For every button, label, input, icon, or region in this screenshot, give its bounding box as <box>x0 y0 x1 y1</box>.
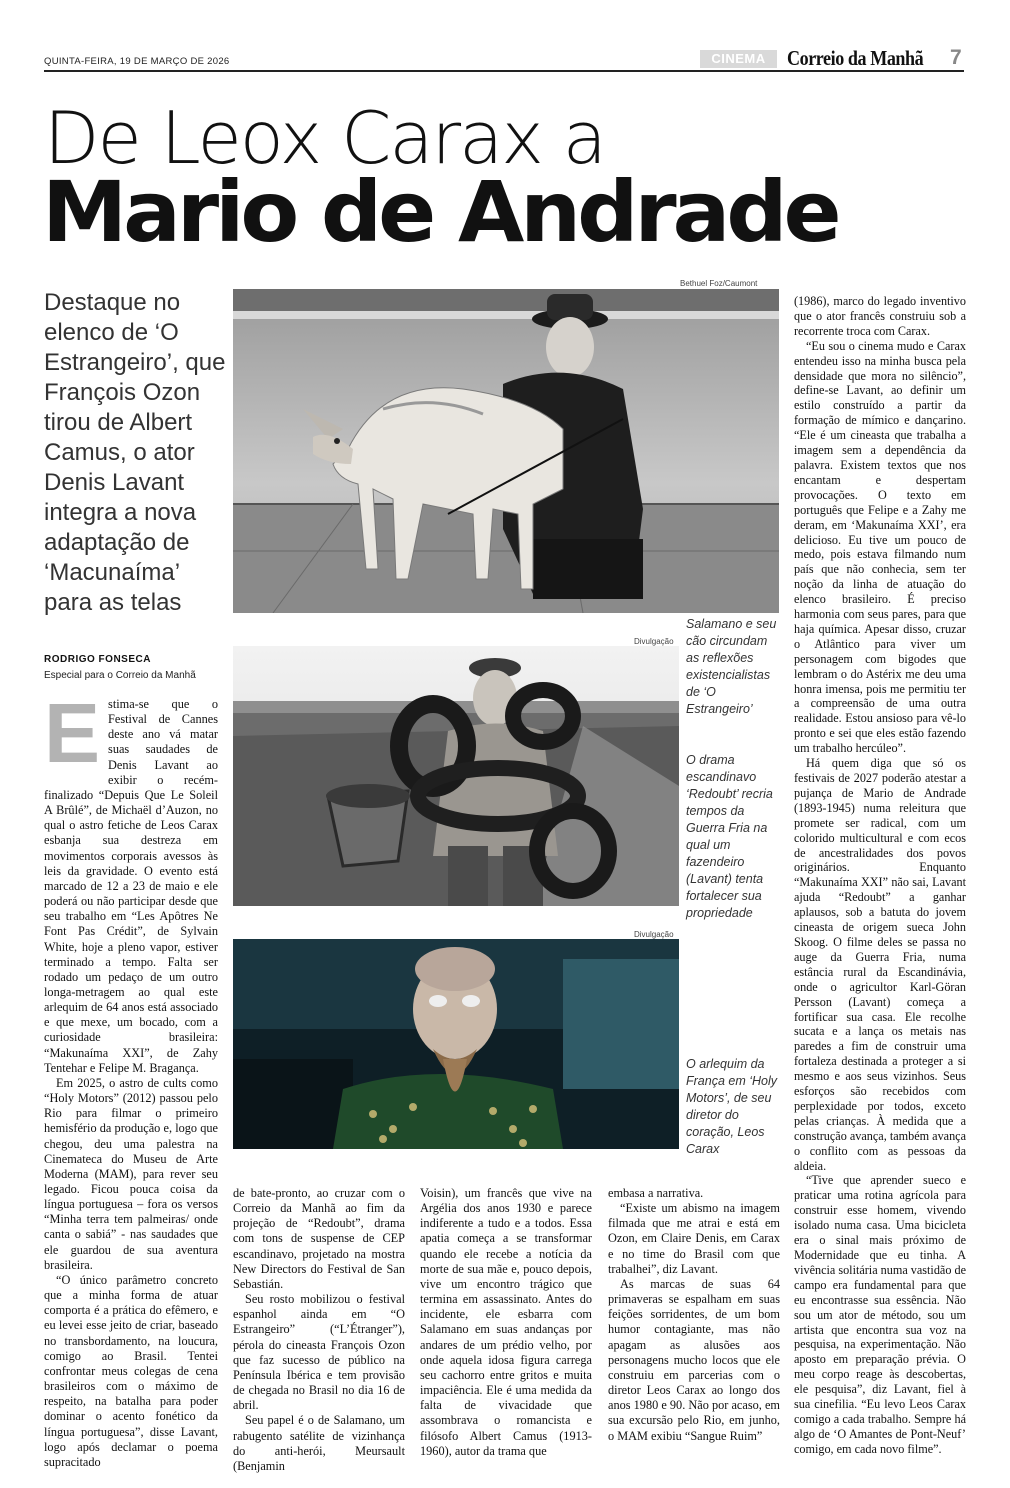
photo-man-with-dog <box>233 289 779 613</box>
col1-paragraph-3: “O único parâmetro concreto que a minha forma de atuar comporta é a prática do efêmero, e eu levei esse jeito de criar, baseado no transbordamento, na loucura, comigo ao Brasil. Tentei confrontar meus colegas de cena brasileiros com o máximo de respeito, na batalha para poder dominar o acento fonético da língua portuguesa”, disse Lavant, logo após declamar o poema supracitado <box>44 1272 218 1469</box>
col4-paragraph-1: embasa a narrativa. <box>608 1186 704 1200</box>
byline-author: RODRIGO FONSECA <box>44 654 151 665</box>
caption-photo-3: O arlequim da França em ‘Holy Motors’, de seu diretor do coração, Leos Carax <box>686 1057 777 1156</box>
col5-paragraph-2: “Eu sou o cinema mudo e Carax entendeu isso na minha busca pela densidade que mora no silêncio”, define-se Lavant, ao definir um estilo construído a partir da formação de mímico e dançarino. “Ele é um cineasta que trabalha a imagem sem a dependência da palavra. Existem textos que nos encantam e despertam provocações. O texto em português que Felipe e a Zahy me deram, em ‘Makunaíma XXI’, era delicioso. Eu tive um pouco de medo, pois estava filmando num país que não conhecia, sem ter noção da linha de atuação do elenco brasileiro. É preciso harmonia com seus pares, para que haja química. Apesar disso, cruzar o Atlântico para viver um personagem com bigodes que lembram o do Astérix me deu uma honra imensa, pois me permitiu ter a compreensão de uma outra realidade. Estou ansioso para vê-lo pronto e sei que eles estão fazendo um trabalho hercúleo”. <box>794 338 966 756</box>
photo-holy-motors <box>233 939 679 1149</box>
photo-credit-1: Bethuel Foz/Caumont <box>680 279 758 288</box>
headline-line1: De Leox Carax a <box>44 96 605 180</box>
dropcap-letter: E <box>44 686 101 780</box>
col1-paragraph-2: Em 2025, o astro de cults como “Holy Motors” (2012) passou pelo Rio para filmar o primeiro hemisfério da produção e, logo que chegou, deu uma palestra na Cinemateca do Museu de Arte Moderna (MAM), para rever seu legado. Ficou pouca coisa da língua portuguesa – fora os versos “Minha terra tem palmeiras/ onde canta o sabiá” - nas saudades que ele guardou de sua aventura brasileira. <box>44 1075 218 1272</box>
page-number: 7 <box>950 46 962 69</box>
col4-paragraph-3: As marcas de suas 64 primaveras se espalham em suas feições sorridentes, de um bom humor contagiante, mas não apagam as alusões aos personagens mucho locos que ele construiu em parcerias com o diretor Leos Carax ao longo dos anos 1980 e 90. Não por acaso, em sua excursão pelo Rio, em junho, o MAM exibiu “Sangue Ruim” <box>608 1276 780 1443</box>
photo-man-with-tires <box>233 646 679 906</box>
article-column-2 <box>233 1186 405 1474</box>
col3-paragraph-1: Voisin), um francês que vive na Argélia dos anos 1930 e parece indiferente a tudo e a todos. Essa apatia começa a se transformar quando ele recebe a notícia da morte de sua mãe e, pouco depois, vive um encontro trágico que termina em assassinato. Antes do incidente, ele esbarra com Salamano em suas andanças por andares de um prédio velho, por onde aquela idosa figura carrega seu cachorro entre gritos e muita impaciência. Ele é uma medida da falta de vivacidade que assombrava o romancista e filósofo Albert Camus (1913-1960), autor da trama que <box>420 1186 592 1458</box>
header-rule <box>44 70 964 72</box>
col2-paragraph-1: de bate-pronto, ao cruzar com o Correio da Manhã ao fim da projeção de “Redoubt”, drama com tons de suspense de CEP escandinavo, projetado na mostra New Directors do Festival de San Sebastián. <box>233 1186 405 1291</box>
caption-photo-2: O drama escandinavo ‘Redoubt’ recria tempos da Guerra Fria na qual um fazendeiro (Lavant) tenta fortalecer sua propriedade <box>686 753 773 920</box>
headline-line2: Mario de Andrade <box>42 163 838 261</box>
col5-paragraph-4: “Tive que aprender sueco e praticar uma rotina agrícola para construir esse homem, vivendo isolado numa casa. Uma bicicleta era o sinal mais próximo de Modernidade que eu tinha. A vivência solitária numa vastidão de campo era fundamental para que eu encontrasse sua essência. Não sou um ator de método, sou um artista que encontra sua voz na pesquisa, na experimentação. Não aposto em preparação prévia. O meu corpo reage às descobertas, ele pesquisa”, diz Lavant, fiel à sua cinefilia. “Eu levo Leos Carax comigo a cada trabalho. Sempre há algo de ‘O Amantes de Pont-Neuf’ comigo, em cada novo filme”. <box>794 1173 966 1456</box>
article-column-3 <box>420 1186 592 1459</box>
caption-photo-1: Salamano e seu cão circundam as reflexões existencialistas de ‘O Estrangeiro’ <box>686 617 777 716</box>
dek-subheadline: Destaque no elenco de ‘O Estrangeiro’, que François Ozon tirou de Albert Camus, o ator Denis Lavant integra a nova adaptação de ‘Macunaíma’ para as telas <box>44 289 226 616</box>
col4-paragraph-2: “Existe um abismo na imagem filmada que me atrai e está em Ozon, em Claire Denis, em Carax e no time do Brasil com que trabalhei”, diz Lavant. <box>608 1201 780 1276</box>
article-column-1 <box>44 686 218 1470</box>
article-column-4 <box>608 1186 780 1444</box>
newspaper-brand: Correio da Manhã <box>787 46 924 70</box>
col5-paragraph-1: (1986), marco do legado inventivo que o ator francês construiu sob a recorrente troca com Carax. <box>794 294 966 338</box>
col1-paragraph-1: stima-se que o Festival de Cannes deste ano vá matar suas saudades de Denis Lavant ao exibir o recém-finalizado “Depuis Que Le Soleil A Brûlé”, de Michaël d’Auzon, no qual o astro fetiche de Leos Carax esbanja sua destreza em movimentos corporais avessos às leis da gravidade. O evento está marcado de 12 a 23 de maio e ele poderá ou não participar desde que seu trabalho em “Les Apôtres Ne Font Pas Crédit”, de Sylvain White, hoje a pleno vapor, estiver terminado a tempo. Falta ser rodado um pedaço de um outro longa-metragem ao qual este arlequim de 64 anos está associado e que mexe, um bocado, com a curiosidade brasileira: “Makunaíma XXI”, de Zahy Tentehar e Felipe M. Bragança. <box>44 697 218 1075</box>
article-column-5 <box>794 294 966 1457</box>
photo-credit-2: Divulgação <box>634 637 674 646</box>
photo-credit-3: Divulgação <box>634 930 674 939</box>
byline-role: Especial para o Correio da Manhã <box>44 670 196 681</box>
col2-paragraph-2: Seu rosto mobilizou o festival espanhol ainda em “O Estrangeiro” (“L’Étranger”), pérola do cineasta François Ozon que faz sucesso de público na Península Ibérica e tem provisão de chegada no Brasil no dia 16 de abril. <box>233 1292 405 1413</box>
col5-paragraph-3: Há quem diga que só os festivais de 2027 poderão atestar a pujança de Mario de Andrade (1893-1945) numa releitura que promete ser radical, com um colorido multicultural e com ecos de ancestralidades dos povos originários. Enquanto “Makunaíma XXI” não sai, Lavant ajuda “Redoubt” a ganhar aplausos, sob a batuta do jovem cineasta de origem sueca John Skoog. O filme deles se passa no auge da Guerra Fria, numa estância rural da Escandinávia, onde o agricultor Karl-Göran Persson (Lavant) começa a fortificar sua casa. Ele recolhe sucata e a lança os metais nas paredes a fim de construir uma fortaleza destinada a proteger a si mesmo e aos seus vizinhos. Seus esforços são recebidos com perplexidade por todos, exceto pelas crianças. À medida que a construção avança, também avança o conflito com as pessoas da aldeia. <box>794 756 966 1173</box>
edition-date: QUINTA-FEIRA, 19 DE MARÇO DE 2026 <box>44 56 230 67</box>
section-tag: CINEMA <box>700 50 777 68</box>
col2-paragraph-3: Seu papel é o de Salamano, um rabugento satélite de vizinhança do anti-herói, Meursault (Benjamin <box>233 1413 405 1473</box>
